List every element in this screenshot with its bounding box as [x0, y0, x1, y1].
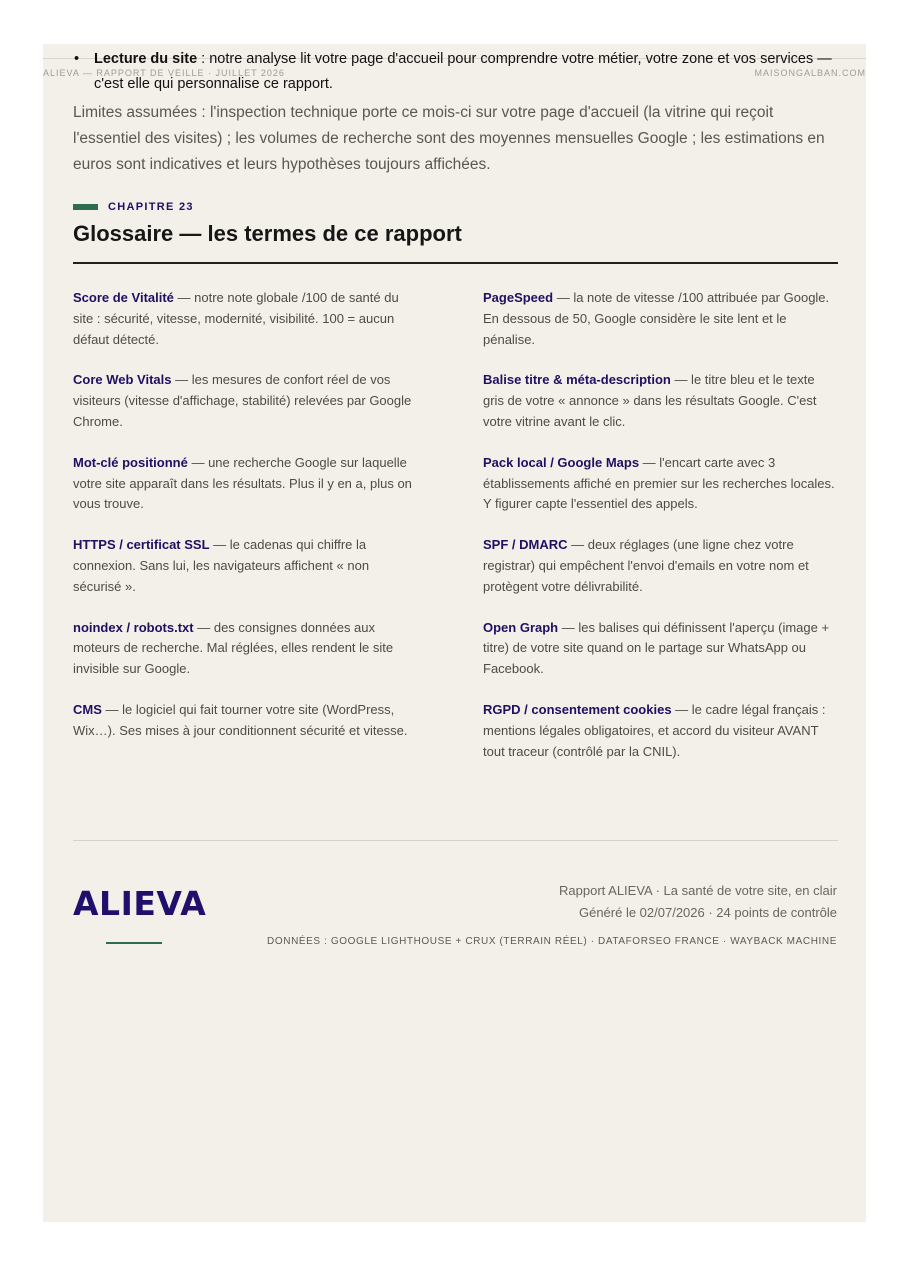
bullet-marker: • [74, 51, 80, 67]
glossary-term: Balise titre & méta-description [483, 372, 671, 388]
limits-paragraph: Limites assumées : l'inspection technique porte ce mois-ci sur votre page d'accueil (la vitrine qui reçoit l'essentiel des visites) ; les volumes de recherche sont des moyennes mensuelles Google ; les estimations en euros sont indicatives et leurs hypothèses toujours affichées. [73, 104, 825, 173]
method-bullet [74, 47, 844, 97]
glossary-grid [73, 288, 838, 782]
footer-tagline: Rapport ALIEVA · La santé de votre site, en clair [559, 883, 837, 898]
glossary-definition: — le cadre légal français : mentions légales obligatoires, et accord du visiteur AVANT tout traceur (contrôlé par la CNIL). [483, 701, 826, 759]
chapter-title: Glossaire — les termes de ce rapport [73, 221, 462, 246]
glossary-entry [483, 700, 838, 782]
glossary-term: Pack local / Google Maps [483, 454, 640, 470]
glossary-definition: — l'encart carte avec 3 établissements affiché en premier sur les recherches locales. Y figurer capte l'essentiel des appels. [483, 454, 835, 512]
title-rule [73, 262, 838, 264]
glossary-entry [73, 370, 421, 452]
glossary-term: Score de Vitalité [73, 290, 174, 305]
glossary-term: CMS [73, 701, 102, 717]
glossary-term: HTTPS / certificat SSL [73, 537, 210, 553]
glossary-term: SPF / DMARC [483, 537, 568, 553]
glossary-definition: — une recherche Google sur laquelle votre site apparaît dans les résultats. Plus il y en a, plus on vous trouve. [73, 454, 412, 512]
glossary-entry [73, 700, 421, 782]
glossary-definition: — deux réglages (une ligne chez votre registrar) qui empêchent l'envoi d'emails en votre nom et protègent votre délivrabilité. [483, 537, 809, 594]
glossary-term: noindex / robots.txt [73, 619, 194, 635]
running-header-right: MAISONGALBAN.COM [754, 68, 866, 78]
glossary-entry [73, 453, 421, 535]
glossary-entry [483, 535, 838, 617]
glossary-term: Core Web Vitals [73, 372, 172, 388]
glossary-entry [483, 618, 838, 700]
glossary-definition: — les balises qui définissent l'aperçu (image + titre) de votre site quand on le partage sur WhatsApp ou Facebook. [483, 619, 830, 677]
alieva-logo: ALIEVA [73, 884, 207, 923]
glossary-entry [73, 618, 421, 700]
glossary-definition: — le logiciel qui fait tourner votre site (WordPress, Wix…). Ses mises à jour conditionnent sécurité et vitesse. [73, 701, 408, 738]
glossary-definition: — notre note globale /100 de santé du site : sécurité, vitesse, modernité, visibilité. 100 = aucun défaut détecté. [73, 290, 399, 347]
glossary-term: PageSpeed [483, 290, 554, 305]
glossary-definition: — les mesures de confort réel de vos visiteurs (vitesse d'affichage, stabilité) relevées par Google Chrome. [73, 372, 412, 429]
bullet-text: : notre analyse lit votre page d'accueil pour comprendre votre métier, votre zone et vos services — c'est elle qui personnalise ce rapport. [94, 51, 832, 92]
glossary-definition: — le titre bleu et le texte gris de votre « annonce » dans les résultats Google. C'est votre vitrine avant le clic. [483, 372, 817, 429]
glossary-entry [483, 288, 838, 370]
glossary-term: Open Graph [483, 619, 559, 635]
running-header-left: ALIEVA — RAPPORT DE VEILLE · JUILLET 2026 [43, 68, 285, 78]
logo-underline [106, 942, 162, 944]
glossary-definition: — des consignes données aux moteurs de recherche. Mal réglées, elles rendent le site invisible sur Google. [73, 619, 394, 677]
glossary-term: RGPD / consentement cookies [483, 701, 672, 717]
chapter-accent-bar [73, 204, 98, 210]
bullet-term: Lecture du site [94, 51, 198, 67]
chapter-label: CHAPITRE 23 [108, 201, 194, 213]
glossary-term: Mot-clé positionné [73, 454, 188, 470]
footer-generated: Généré le 02/07/2026 · 24 points de contrôle [578, 905, 837, 920]
chapter-kicker [73, 200, 194, 214]
footer-rule [73, 840, 838, 841]
footer-sources: DONNÉES : GOOGLE LIGHTHOUSE + CRUX (TERRAIN RÉEL) · DATAFORSEO FRANCE · WAYBACK MACHINE [267, 936, 837, 947]
glossary-entry [73, 288, 421, 370]
glossary-definition: — le cadenas qui chiffre la connexion. Sans lui, les navigateurs affichent « non sécurisé ». [73, 537, 370, 594]
glossary-definition: — la note de vitesse /100 attribuée par Google. En dessous de 50, Google considère le site lent et le pénalise. [483, 290, 830, 347]
glossary-entry [483, 370, 838, 452]
glossary-entry [73, 535, 421, 617]
glossary-entry [483, 453, 838, 535]
